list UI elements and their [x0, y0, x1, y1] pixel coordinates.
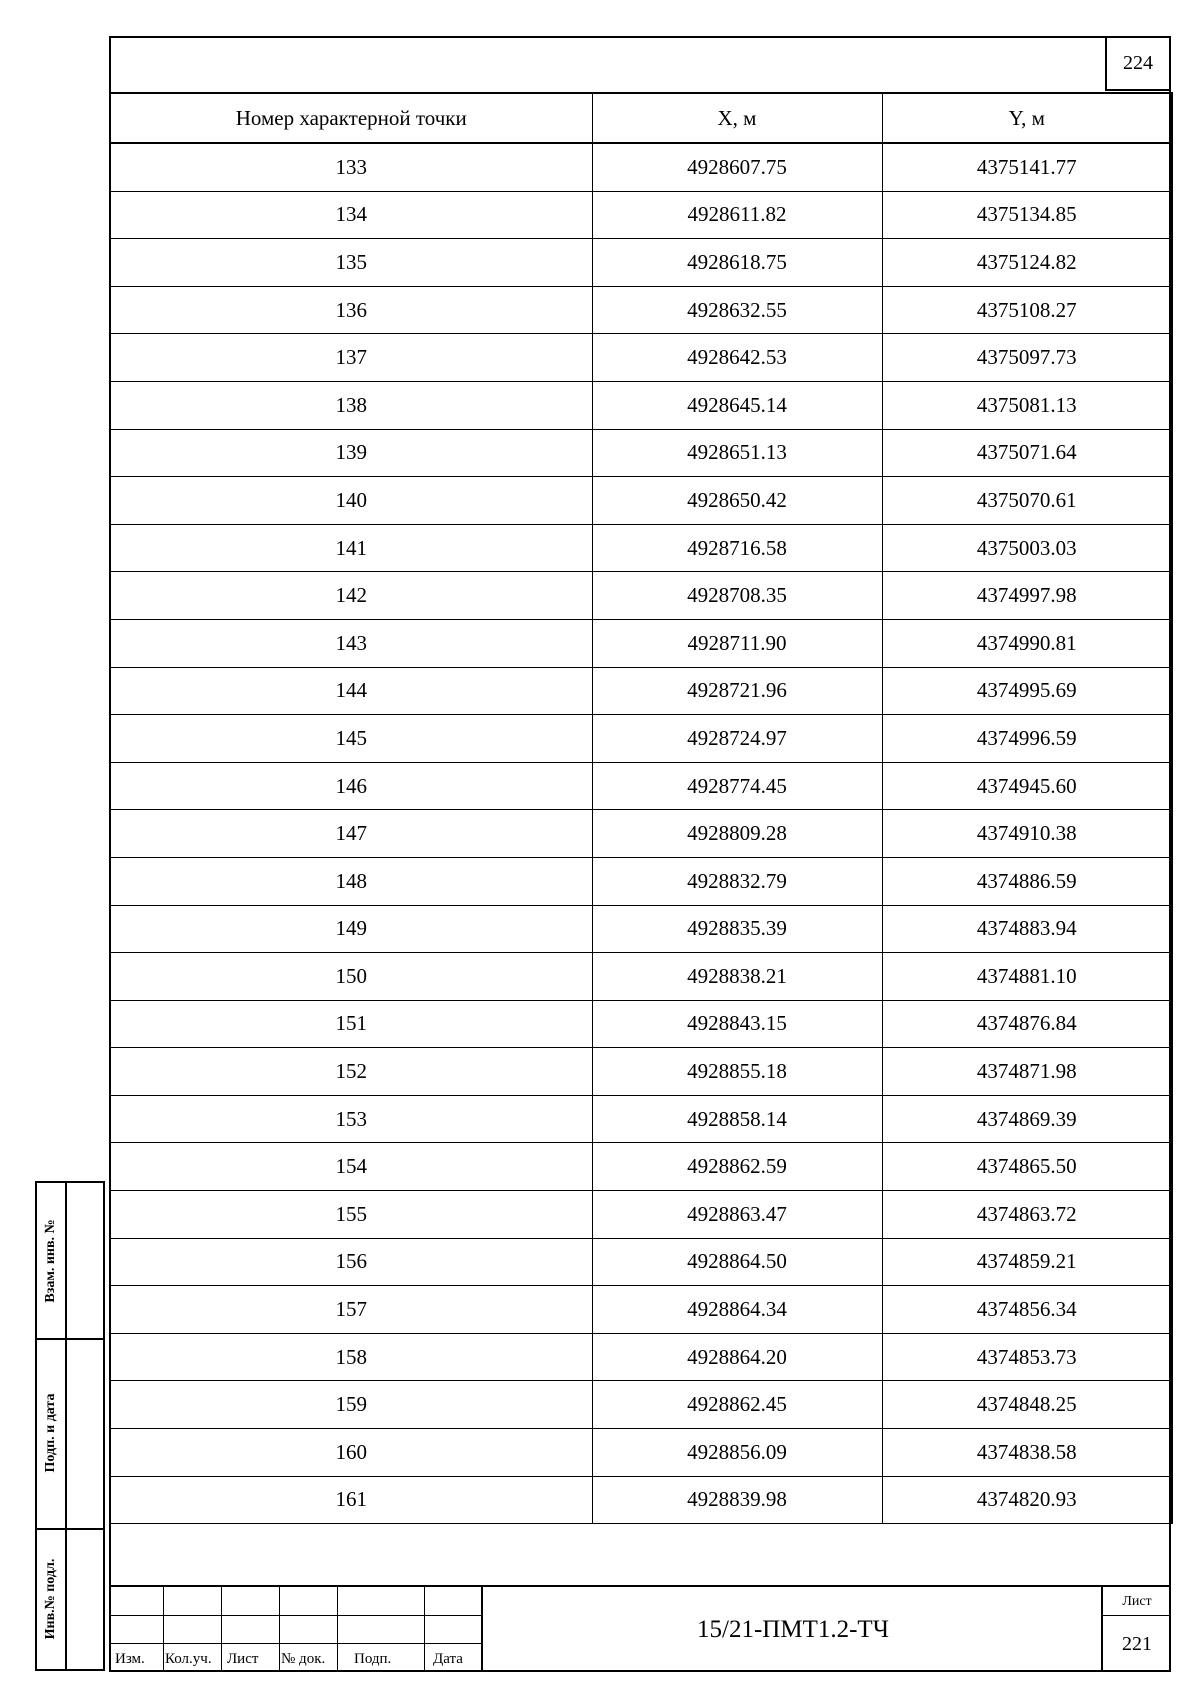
table-row: [110, 1143, 1172, 1191]
table-row: [110, 1429, 1172, 1477]
y-coordinate-cell: 4374876.84: [882, 1000, 1172, 1048]
point-number-cell: 143: [110, 619, 592, 667]
point-number-cell: 159: [110, 1381, 592, 1429]
point-number-cell: 150: [110, 953, 592, 1001]
x-coordinate-cell: 4928607.75: [592, 143, 882, 191]
table-row: [110, 381, 1172, 429]
side-cell-vzam: [37, 1183, 65, 1338]
x-coordinate-cell: 4928864.34: [592, 1286, 882, 1334]
x-coordinate-cell: 4928651.13: [592, 429, 882, 477]
x-coordinate-cell: 4928716.58: [592, 524, 882, 572]
table-row: [110, 1000, 1172, 1048]
y-coordinate-cell: 4374869.39: [882, 1095, 1172, 1143]
table-row: [110, 1476, 1172, 1524]
sheet-label: Лист: [1103, 1589, 1171, 1616]
y-coordinate-cell: 4374871.98: [882, 1048, 1172, 1096]
point-number-cell: 140: [110, 477, 592, 525]
table-row: [110, 1333, 1172, 1381]
y-coordinate-cell: 4375141.77: [882, 143, 1172, 191]
table-row: [110, 619, 1172, 667]
side-label-vzam-inv: Взам. инв. №: [43, 1218, 58, 1303]
table-row: [110, 857, 1172, 905]
y-coordinate-cell: 4374883.94: [882, 905, 1172, 953]
point-number-cell: 153: [110, 1095, 592, 1143]
point-number-cell: 136: [110, 286, 592, 334]
table-row: [110, 762, 1172, 810]
x-coordinate-cell: 4928809.28: [592, 810, 882, 858]
y-coordinate-cell: 4375097.73: [882, 334, 1172, 382]
x-coordinate-cell: 4928839.98: [592, 1476, 882, 1524]
point-number-cell: 147: [110, 810, 592, 858]
point-number-cell: 138: [110, 381, 592, 429]
x-coordinate-cell: 4928724.97: [592, 715, 882, 763]
y-coordinate-cell: 4374995.69: [882, 667, 1172, 715]
x-coordinate-cell: 4928618.75: [592, 239, 882, 287]
sheet-box: [1101, 1587, 1171, 1672]
point-number-cell: 145: [110, 715, 592, 763]
stamp-label-izm: Изм.: [115, 1651, 145, 1667]
page-number: 224: [1105, 36, 1171, 91]
point-number-cell: 157: [110, 1286, 592, 1334]
table-row: [110, 1286, 1172, 1334]
y-coordinate-cell: 4374990.81: [882, 619, 1172, 667]
table-row: [110, 1095, 1172, 1143]
y-coordinate-cell: 4374996.59: [882, 715, 1172, 763]
revision-grid: [109, 1587, 481, 1672]
x-coordinate-cell: 4928855.18: [592, 1048, 882, 1096]
y-coordinate-cell: 4374856.34: [882, 1286, 1172, 1334]
document-code: 15/21-ПМТ1.2-ТЧ: [481, 1587, 1103, 1672]
table-row: [110, 191, 1172, 239]
x-coordinate-cell: 4928862.45: [592, 1381, 882, 1429]
header-y: Y, м: [882, 93, 1172, 143]
x-coordinate-cell: 4928863.47: [592, 1191, 882, 1239]
y-coordinate-cell: 4374881.10: [882, 953, 1172, 1001]
stamp-label-kol-uch: Кол.уч.: [165, 1651, 212, 1667]
point-number-cell: 161: [110, 1476, 592, 1524]
x-coordinate-cell: 4928774.45: [592, 762, 882, 810]
y-coordinate-cell: 4375134.85: [882, 191, 1172, 239]
table-row: [110, 239, 1172, 287]
point-number-cell: 160: [110, 1429, 592, 1477]
x-coordinate-cell: 4928711.90: [592, 619, 882, 667]
point-number-cell: 135: [110, 239, 592, 287]
x-coordinate-cell: 4928864.50: [592, 1238, 882, 1286]
stamp-label-podp: Подп.: [354, 1651, 392, 1667]
point-number-cell: 154: [110, 1143, 592, 1191]
point-number-cell: 141: [110, 524, 592, 572]
point-number-cell: 152: [110, 1048, 592, 1096]
x-coordinate-cell: 4928708.35: [592, 572, 882, 620]
y-coordinate-cell: 4375108.27: [882, 286, 1172, 334]
y-coordinate-cell: 4374838.58: [882, 1429, 1172, 1477]
y-coordinate-cell: 4375071.64: [882, 429, 1172, 477]
x-coordinate-cell: 4928832.79: [592, 857, 882, 905]
y-coordinate-cell: 4374945.60: [882, 762, 1172, 810]
x-coordinate-cell: 4928645.14: [592, 381, 882, 429]
point-number-cell: 148: [110, 857, 592, 905]
point-number-cell: 142: [110, 572, 592, 620]
y-coordinate-cell: 4374853.73: [882, 1333, 1172, 1381]
sheet-number: 221: [1122, 1632, 1152, 1655]
table-row: [110, 810, 1172, 858]
x-coordinate-cell: 4928858.14: [592, 1095, 882, 1143]
coordinates-table: [109, 92, 1173, 1524]
x-coordinate-cell: 4928838.21: [592, 953, 882, 1001]
point-number-cell: 139: [110, 429, 592, 477]
point-number-cell: 151: [110, 1000, 592, 1048]
x-coordinate-cell: 4928835.39: [592, 905, 882, 953]
point-number-cell: 149: [110, 905, 592, 953]
point-number-cell: 158: [110, 1333, 592, 1381]
table-row: [110, 477, 1172, 525]
point-number-cell: 134: [110, 191, 592, 239]
table-row: [110, 1191, 1172, 1239]
x-coordinate-cell: 4928650.42: [592, 477, 882, 525]
table-row: [110, 429, 1172, 477]
x-coordinate-cell: 4928642.53: [592, 334, 882, 382]
header-x: X, м: [592, 93, 882, 143]
side-stamp: [35, 1181, 105, 1671]
y-coordinate-cell: 4375070.61: [882, 477, 1172, 525]
point-number-cell: 155: [110, 1191, 592, 1239]
y-coordinate-cell: 4374910.38: [882, 810, 1172, 858]
table-row: [110, 667, 1172, 715]
point-number-cell: 137: [110, 334, 592, 382]
table-row: [110, 524, 1172, 572]
title-block: [109, 1585, 1171, 1672]
point-number-cell: 133: [110, 143, 592, 191]
y-coordinate-cell: 4374859.21: [882, 1238, 1172, 1286]
x-coordinate-cell: 4928632.55: [592, 286, 882, 334]
side-cell-inv: [37, 1528, 65, 1669]
y-coordinate-cell: 4374820.93: [882, 1476, 1172, 1524]
header-point-number: Номер характерной точки: [110, 93, 592, 143]
side-label-inv-podl: Инв.№ подл.: [43, 1558, 58, 1639]
y-coordinate-cell: 4374863.72: [882, 1191, 1172, 1239]
x-coordinate-cell: 4928611.82: [592, 191, 882, 239]
stamp-label-list: Лист: [227, 1651, 259, 1667]
stamp-label-date: Дата: [433, 1651, 463, 1667]
table-row: [110, 572, 1172, 620]
point-number-cell: 144: [110, 667, 592, 715]
stamp-label-doc-no: № док.: [281, 1651, 326, 1667]
table-row: [110, 143, 1172, 191]
y-coordinate-cell: 4374865.50: [882, 1143, 1172, 1191]
document-frame: [109, 36, 1171, 1672]
x-coordinate-cell: 4928864.20: [592, 1333, 882, 1381]
table-row: [110, 1238, 1172, 1286]
point-number-cell: 156: [110, 1238, 592, 1286]
table-row: [110, 334, 1172, 382]
y-coordinate-cell: 4374848.25: [882, 1381, 1172, 1429]
table-row: [110, 905, 1172, 953]
table-row: [110, 1381, 1172, 1429]
table-row: [110, 286, 1172, 334]
x-coordinate-cell: 4928862.59: [592, 1143, 882, 1191]
y-coordinate-cell: 4375081.13: [882, 381, 1172, 429]
x-coordinate-cell: 4928856.09: [592, 1429, 882, 1477]
y-coordinate-cell: 4375124.82: [882, 239, 1172, 287]
table-header-row: [110, 93, 1172, 143]
side-cell-podp: [37, 1338, 65, 1528]
table-row: [110, 1048, 1172, 1096]
point-number-cell: 146: [110, 762, 592, 810]
table-row: [110, 715, 1172, 763]
side-label-podp-data: Подп. и дата: [43, 1393, 58, 1473]
y-coordinate-cell: 4374886.59: [882, 857, 1172, 905]
y-coordinate-cell: 4374997.98: [882, 572, 1172, 620]
x-coordinate-cell: 4928721.96: [592, 667, 882, 715]
x-coordinate-cell: 4928843.15: [592, 1000, 882, 1048]
table-row: [110, 953, 1172, 1001]
y-coordinate-cell: 4375003.03: [882, 524, 1172, 572]
